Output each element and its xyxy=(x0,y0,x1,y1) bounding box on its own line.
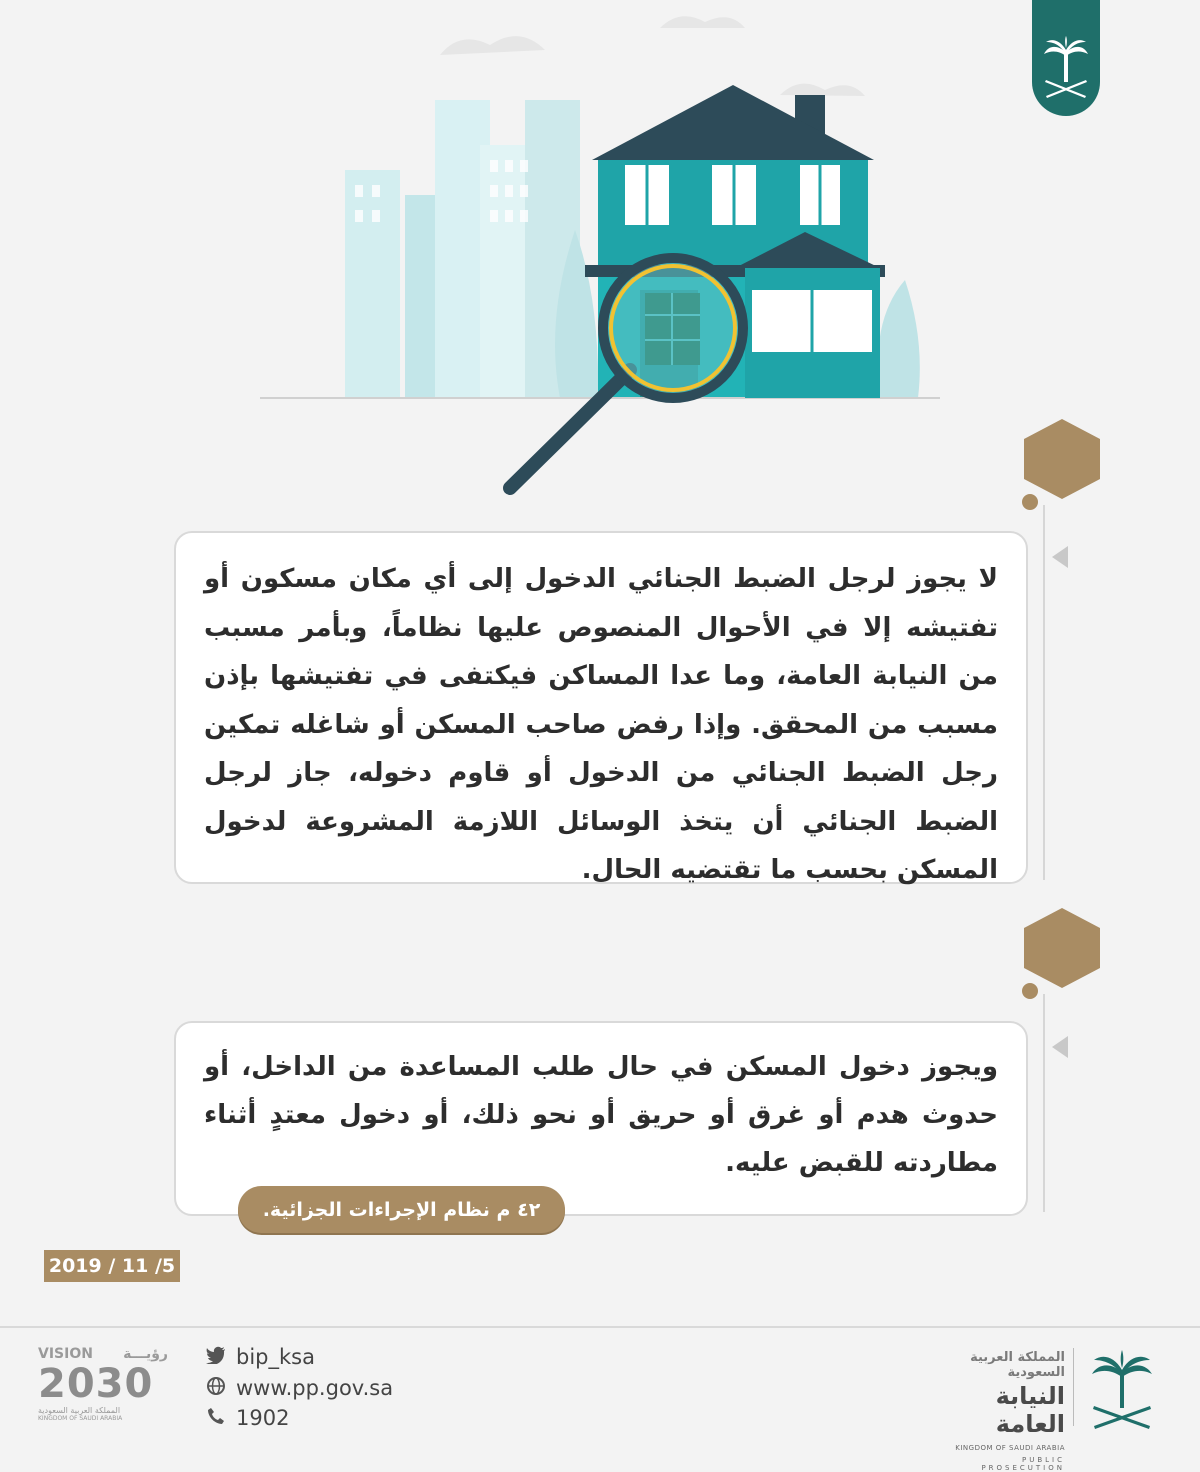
org-kingdom-en: KINGDOM OF SAUDI ARABIA xyxy=(955,1444,1065,1452)
org-logo-text xyxy=(935,1350,1065,1472)
twitter-icon xyxy=(206,1346,226,1369)
org-divider xyxy=(1073,1348,1074,1426)
pointer-arrow-icon xyxy=(1052,1036,1068,1058)
palm-swords-icon xyxy=(1032,0,1100,116)
vision-year: 2030 xyxy=(38,1361,154,1407)
text-card-1 xyxy=(174,531,1028,884)
palm-swords-icon xyxy=(1082,1344,1162,1434)
vision-2030-logo xyxy=(38,1346,173,1436)
website-url[interactable]: www.pp.gov.sa xyxy=(236,1376,394,1400)
twitter-handle[interactable]: bip_ksa xyxy=(236,1345,315,1369)
date-badge: 2019 / 11 /5 xyxy=(44,1250,180,1282)
divider-line xyxy=(1043,994,1045,1212)
vision-en: VISION xyxy=(38,1346,93,1362)
divider-line xyxy=(1043,505,1045,880)
website-contact[interactable] xyxy=(206,1376,393,1400)
globe-icon xyxy=(206,1377,226,1400)
vision-kingdom-en: KINGDOM OF SAUDI ARABIA xyxy=(38,1415,123,1422)
org-kingdom-ar: المملكة العربية السعودية xyxy=(970,1350,1065,1380)
phone-icon xyxy=(206,1407,226,1430)
vision-kingdom-ar: المملكة العربية السعودية xyxy=(38,1406,121,1415)
paragraph-1: لا يجوز لرجل الضبط الجنائي الدخول إلى أي مكان مسكون أو تفتيشه إلا في الأحوال المنصوص عليها نظاماً، وبأمر مسبب من النيابة العامة، وما عدا المساكن فيكتفى في تفتيشها بإذن مسبب من المحقق. وإذا رفض صاحب المسكن أو شاغله تمكين رجل الضبط الجنائي من الدخول أو قاوم دخوله، جاز لرجل الضبط الجنائي أن يتخذ الوسائل اللازمة المشروعة لدخول المسكن بحسب ما تقتضيه الحال. xyxy=(204,564,998,885)
org-name-ar: النيابة العامة xyxy=(995,1382,1065,1438)
bullet-dot xyxy=(1022,983,1038,999)
footer-separator xyxy=(0,1326,1200,1328)
vision-ar: رؤيـــة xyxy=(123,1346,168,1362)
bullet-dot xyxy=(1022,494,1038,510)
hexagon-bullet-icon xyxy=(1020,906,1104,990)
hexagon-bullet-icon xyxy=(1020,417,1104,501)
paragraph-2: ويجوز دخول المسكن في حال طلب المساعدة من الداخل، أو حدوث هدم أو غرق أو حريق أو نحو ذلك، أو دخول معتدٍ أثناء مطاردته للقبض عليه. xyxy=(204,1052,998,1178)
emblem-tab xyxy=(1032,0,1100,116)
phone-number[interactable]: 1902 xyxy=(236,1406,290,1430)
twitter-contact[interactable] xyxy=(206,1345,315,1369)
house-inspection-illustration xyxy=(240,0,940,500)
phone-contact[interactable] xyxy=(206,1406,289,1430)
org-name-en: PUBLIC PROSECUTION xyxy=(981,1456,1065,1472)
pointer-arrow-icon xyxy=(1052,546,1068,568)
source-label: ٤٢ م نظام الإجراءات الجزائية. xyxy=(238,1186,565,1233)
